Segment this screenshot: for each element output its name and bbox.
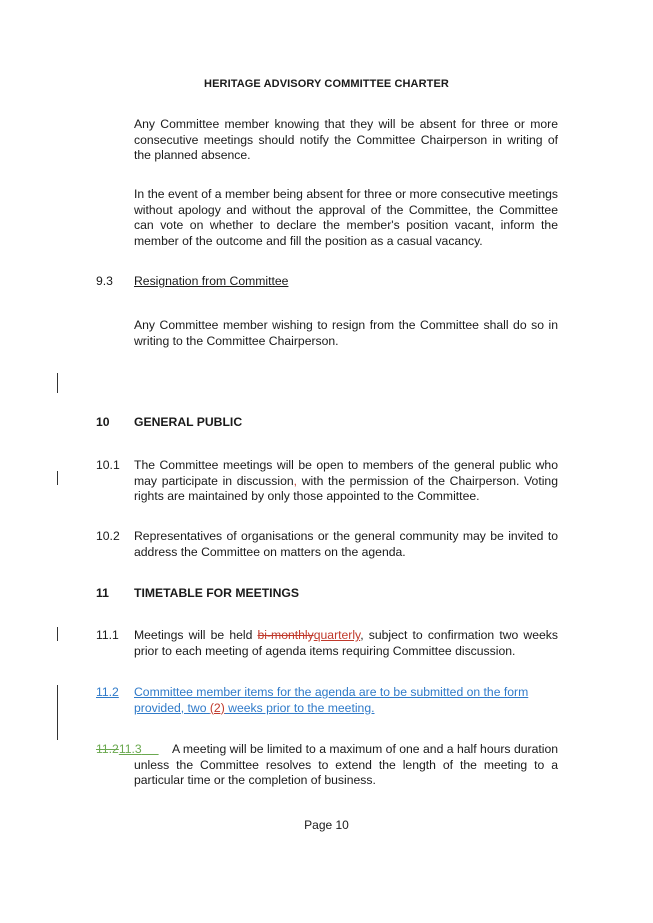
clause-11-2-text-a: Committee member items for the agenda are to be submitted on the form provided, two [134, 685, 529, 715]
page-header: HERITAGE ADVISORY COMMITTEE CHARTER [204, 78, 449, 90]
clause-10-1-text [134, 458, 558, 505]
clause-11-1-text [134, 628, 558, 659]
change-bar [57, 627, 58, 641]
page-number: Page 10 [304, 818, 349, 832]
change-bar [57, 685, 58, 740]
section-10-number: 10 [96, 415, 110, 429]
clause-10-2-number: 10.2 [96, 529, 120, 543]
deleted-text: bi-monthly [257, 628, 314, 642]
change-bar [57, 373, 58, 393]
clause-11-2-text-b: weeks prior to the meeting. [224, 700, 375, 715]
section-11-title: TIMETABLE FOR MEETINGS [134, 586, 299, 600]
inserted-comma: , [293, 473, 298, 488]
clause-10-2-text: Representatives of organisations or the general community may be invited to address the Committee on matters on the agenda. [134, 529, 558, 559]
clause-11-2-text [134, 685, 558, 716]
section-10-title: GENERAL PUBLIC [134, 415, 243, 429]
clause-9-3-body: Any Committee member wishing to resign from the Committee shall do so in writing to the Committee Chairperson. [134, 318, 558, 348]
clause-9-3-title: Resignation from Committee [134, 274, 289, 288]
inserted-text: quarterly [313, 628, 361, 642]
clause-10-1-part1: The Committee meetings will be open to members of the general public who may participate in discussion [134, 458, 558, 488]
clause-11-1-before: Meetings will be held [134, 628, 258, 642]
deleted-number: 11.2 [96, 742, 119, 756]
paragraph-absence-notice: Any Committee member knowing that they will be absent for three or more consecutive meetings should notify the Committee Chairperson in writing of the planned absence. [134, 117, 558, 162]
clause-10-1-part2: with the permission of the Chairperson. Voting rights are maintained by only those appointed to the Committee. [134, 473, 558, 503]
paragraph-absence-vacancy: In the event of a member being absent for three or more consecutive meetings without apology and without the approval of the Committee, the Committee can vote on whether to declare the member's position vacant, inform the member of the outcome and fill the position as a casual vacancy. [134, 187, 558, 248]
inserted-paren: (2) [209, 700, 225, 715]
inserted-number: 11.3 [118, 742, 142, 756]
clause-9-3-number: 9.3 [96, 274, 113, 288]
clause-11-3-text: A meeting will be limited to a maximum of one and a half hours duration unless the Committee resolves to extend the length of the meeting to a particular time or the completion of business. [134, 742, 558, 787]
change-bar [57, 471, 58, 485]
clause-11-1-after: , subject to confirmation two weeks prior to each meeting of agenda items requiring Committee discussion. [134, 628, 558, 658]
clause-11-1-number: 11.1 [96, 628, 119, 642]
clause-10-1-number: 10.1 [96, 458, 120, 472]
clause-11-2-number: 11.2 [96, 685, 119, 699]
section-11-number: 11 [96, 586, 109, 600]
